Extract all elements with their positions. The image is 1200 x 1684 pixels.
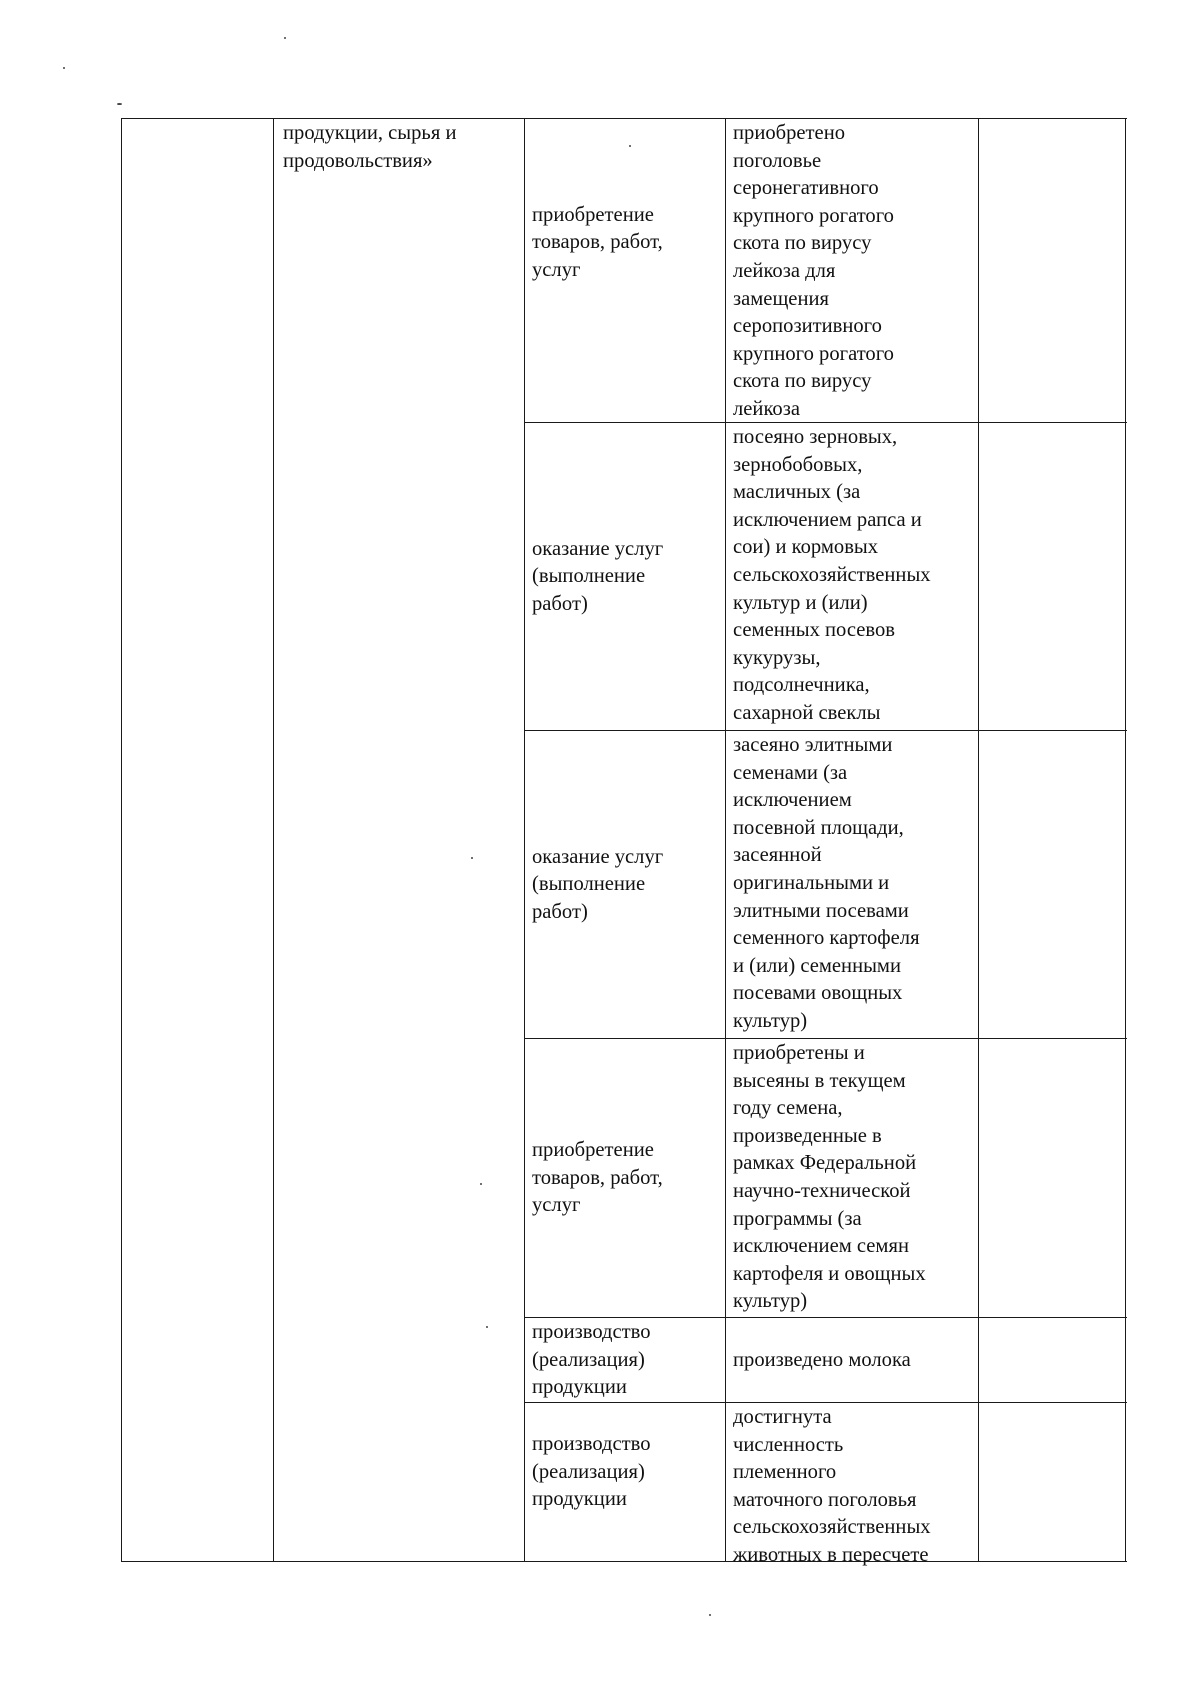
activity-line: работ) [532, 592, 588, 615]
result-line: рамках Федеральной [733, 1152, 917, 1175]
result-line: семенного картофеля [733, 927, 920, 950]
result-line: скота по вирусу [733, 370, 872, 393]
result-line: крупного рогатого [733, 204, 894, 227]
result-line: приобретено [733, 122, 846, 144]
result-line: исключением рапса и [733, 508, 922, 531]
result-cell [725, 1040, 978, 1317]
result-line: поголовье [733, 149, 822, 172]
activity-cell [524, 1040, 725, 1317]
result-line: произведено молока [733, 1348, 911, 1371]
result-cell [725, 1319, 978, 1402]
activity-line: продукции [532, 1376, 627, 1399]
table-border-right [1125, 118, 1126, 1562]
row-divider-4 [524, 1317, 1127, 1318]
result-cell [725, 732, 978, 1038]
activity-line: продукции [532, 1488, 627, 1511]
result-line: культур) [733, 1009, 808, 1032]
result-line: приобретены и [733, 1042, 865, 1064]
result-line: картофеля и овощных [733, 1262, 926, 1285]
column-divider-4 [978, 118, 979, 1562]
result-line: племенного [733, 1461, 837, 1484]
activity-line: товаров, работ, [532, 1166, 663, 1189]
result-line: животных в пересчете [733, 1543, 929, 1566]
result-line: семенами (за [733, 761, 848, 784]
row-divider-2 [524, 730, 1127, 731]
result-line: масличных (за [733, 481, 861, 504]
result-line: засеяно элитными [733, 734, 893, 756]
activity-cell [524, 424, 725, 730]
result-line: лейкоза для [733, 259, 836, 282]
result-line: замещения [733, 287, 829, 310]
activity-cell [524, 1404, 725, 1561]
result-line: подсолнечника, [733, 674, 870, 697]
result-line: году семена, [733, 1097, 843, 1120]
result-line: сельскохозяйственных [733, 1516, 931, 1539]
result-line: произведенные в [733, 1124, 882, 1147]
program-name-line: продукции, сырья и [283, 122, 457, 144]
result-line: достигнута [733, 1406, 832, 1428]
result-line: серопозитивного [733, 315, 882, 338]
scan-speck [709, 1614, 711, 1616]
result-line: культур) [733, 1290, 808, 1313]
program-name-line: продовольствия» [283, 149, 433, 172]
result-line: скота по вирусу [733, 232, 872, 255]
result-line: высеяны в текущем [733, 1069, 906, 1092]
table-border-bottom [121, 1561, 1127, 1562]
activity-cell [524, 120, 725, 424]
result-line: посевной площади, [733, 816, 904, 839]
result-line: исключением семян [733, 1235, 909, 1258]
activity-line: производство [532, 1321, 651, 1343]
result-line: сои) и кормовых [733, 536, 879, 559]
activity-line: (реализация) [532, 1460, 645, 1483]
result-line: лейкоза [733, 397, 800, 420]
activity-line: оказание услуг [532, 845, 664, 868]
scan-speck [117, 103, 122, 105]
result-line: оригинальными и [733, 871, 890, 894]
result-line: маточного поголовья [733, 1488, 917, 1511]
activity-line: производство [532, 1433, 651, 1456]
result-line: программы (за [733, 1207, 862, 1230]
result-line: культур и (или) [733, 591, 868, 614]
result-line: и (или) семенными [733, 954, 901, 977]
result-line: численность [733, 1433, 844, 1456]
result-line: крупного рогатого [733, 342, 894, 365]
activity-cell [524, 732, 725, 1038]
activity-cell [524, 1319, 725, 1402]
data-table [121, 118, 1127, 1566]
activity-line: услуг [532, 258, 581, 281]
result-line: сельскохозяйственных [733, 563, 931, 586]
result-line: серонегативного [733, 177, 879, 200]
result-cell [725, 120, 978, 424]
table-border-left [121, 118, 122, 1562]
result-line: зернобобовых, [733, 453, 863, 476]
program-name-cell [273, 120, 524, 180]
table-border-top [121, 118, 1127, 119]
activity-line: (реализация) [532, 1348, 645, 1371]
activity-line: (выполнение [532, 873, 646, 896]
result-line: засеянной [733, 844, 822, 867]
result-line: посевами овощных [733, 982, 903, 1005]
result-line: семенных посевов [733, 619, 895, 642]
activity-line: приобретение [532, 1139, 654, 1162]
row-divider-3 [524, 1038, 1127, 1039]
result-line: кукурузы, [733, 646, 821, 669]
row-divider-5 [524, 1402, 1127, 1403]
result-line: посеяно зерновых, [733, 426, 898, 448]
result-line: исключением [733, 789, 852, 812]
activity-line: приобретение [532, 203, 654, 226]
result-line: научно-технической [733, 1179, 911, 1202]
scan-speck [63, 67, 65, 69]
result-line: элитными посевами [733, 899, 909, 922]
result-cell [725, 424, 978, 730]
scan-speck [284, 37, 286, 39]
activity-line: (выполнение [532, 565, 646, 588]
activity-line: оказание услуг [532, 537, 664, 560]
activity-line: услуг [532, 1194, 581, 1217]
result-line: сахарной свеклы [733, 701, 881, 724]
activity-line: работ) [532, 900, 588, 923]
column-divider-1 [273, 118, 274, 1562]
activity-line: товаров, работ, [532, 231, 663, 254]
result-cell [725, 1404, 978, 1566]
